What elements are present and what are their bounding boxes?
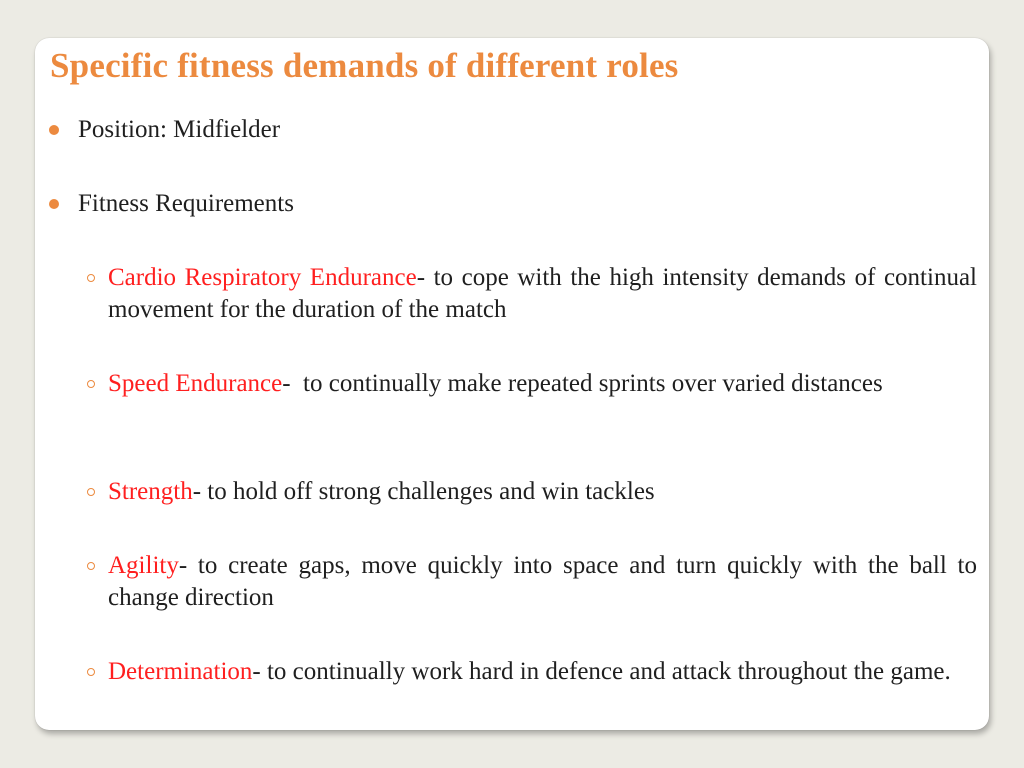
- requirement-item: [108, 656, 977, 688]
- filled-circle-bullet-icon: [49, 199, 59, 209]
- requirement-term: Determination: [108, 658, 253, 685]
- requirement-term: Speed Endurance: [108, 370, 283, 397]
- requirement-item: [108, 368, 977, 400]
- ring-bullet-icon: [87, 274, 95, 282]
- requirement-term: Strength: [108, 478, 193, 505]
- requirement-description: - to create gaps, move quickly into space and turn quickly with the ball to change direction: [108, 552, 977, 611]
- bullet-position: [78, 114, 280, 146]
- ring-bullet-icon: [87, 488, 95, 496]
- filled-circle-bullet-icon: [49, 125, 59, 135]
- slide-title: Specific fitness demands of different roles: [50, 46, 679, 85]
- requirement-term: Cardio Respiratory Endurance: [108, 264, 417, 291]
- requirement-description: - to continually make repeated sprints over varied distances: [282, 370, 883, 397]
- requirement-description: - to hold off strong challenges and win tackles: [192, 478, 655, 505]
- requirement-item: [108, 262, 977, 326]
- requirement-description: - to continually work hard in defence and attack throughout the game.: [252, 658, 951, 685]
- requirement-item: [108, 550, 977, 614]
- requirement-term: Agility: [108, 552, 179, 579]
- requirement-item: [108, 476, 977, 508]
- bullet-text: Position: Midfielder: [78, 116, 281, 143]
- ring-bullet-icon: [87, 562, 95, 570]
- ring-bullet-icon: [87, 668, 95, 676]
- bullet-text: Fitness Requirements: [78, 190, 294, 217]
- requirement-description: - to cope with the high intensity demands of continual movement for the duration of the match: [108, 264, 977, 323]
- bullet-fitness-requirements: [78, 188, 294, 220]
- ring-bullet-icon: [87, 380, 95, 388]
